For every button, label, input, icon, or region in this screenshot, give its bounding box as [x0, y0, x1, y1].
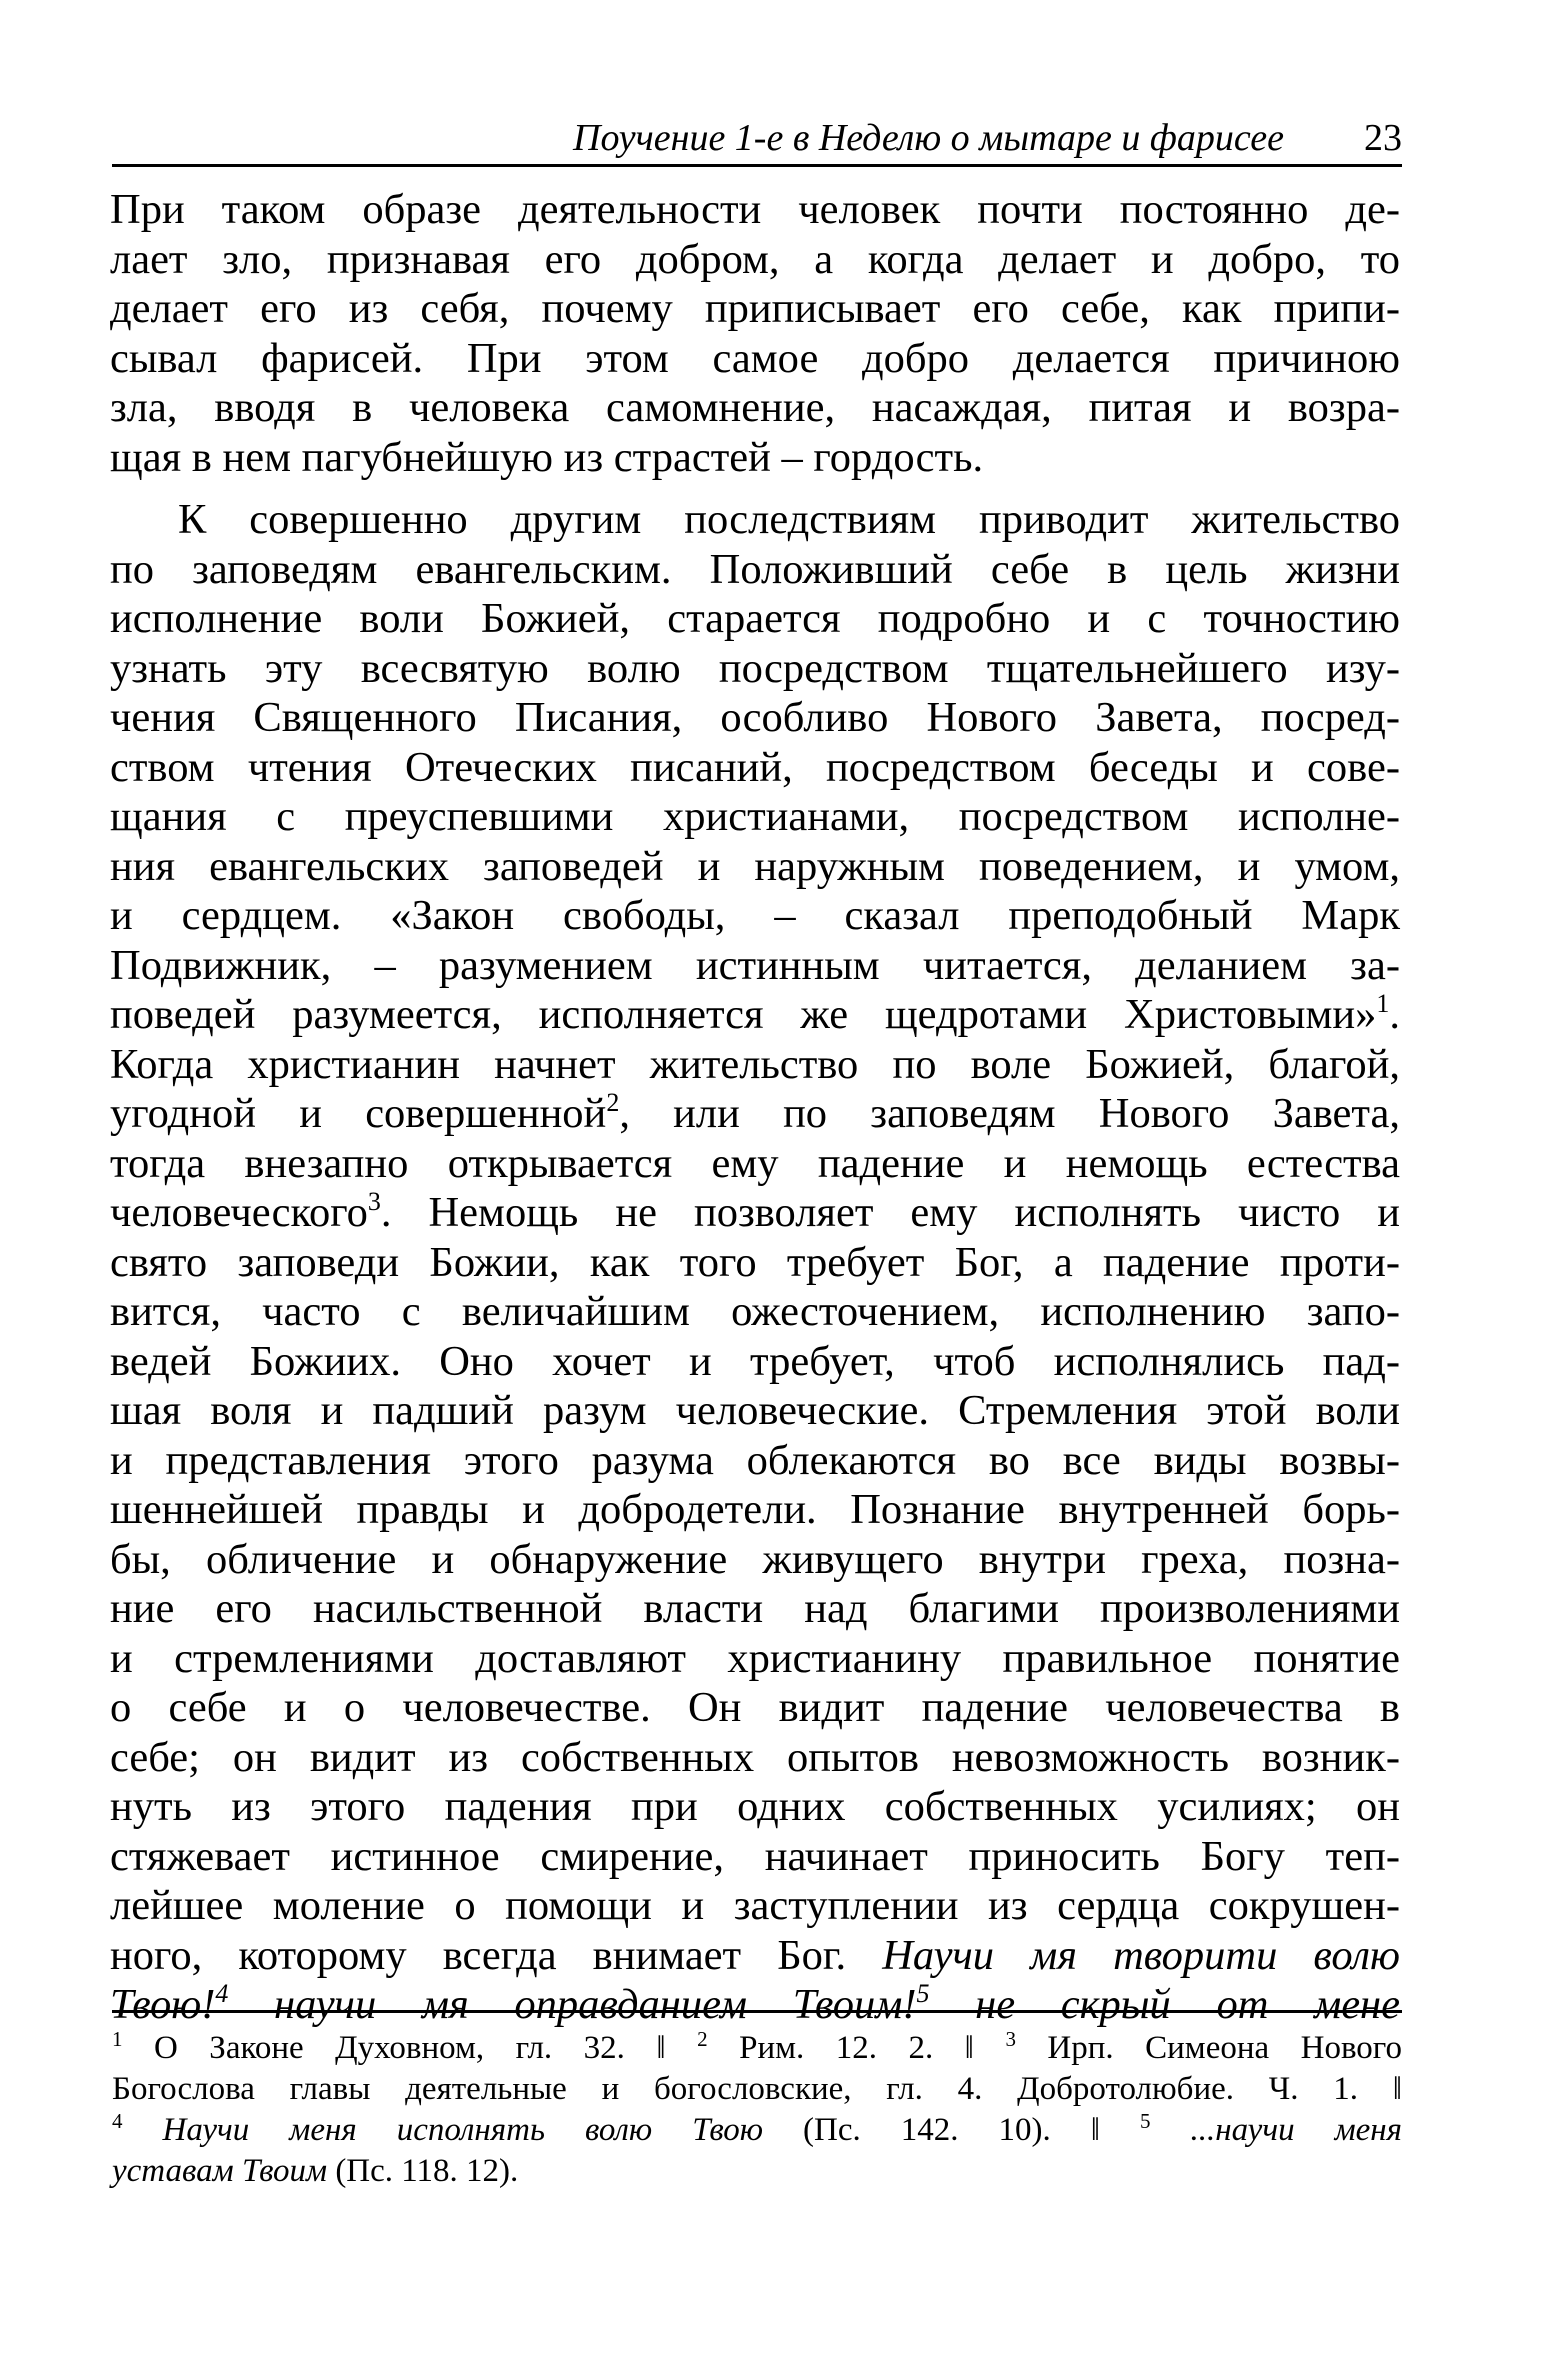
- text-line: делает его из себя, почему приписывает его себе, как припи-: [110, 285, 1400, 332]
- scripture-quote: Научи мя творити волю: [882, 1931, 1401, 1979]
- text-line: вится, часто с величайшим ожесточением, исполнению запо-: [110, 1288, 1400, 1335]
- text-line: ние его насильственной власти над благими произволениями: [110, 1585, 1400, 1632]
- text-line: [110, 1980, 1400, 2030]
- paragraph-gap: [110, 482, 1400, 495]
- footnote-divider: [112, 2010, 1402, 2013]
- scripture-quote: не скрый от мене: [975, 1981, 1400, 2028]
- text-line: нуть из этого падения при одних собственных усилиях; он: [110, 1783, 1400, 1830]
- text-line: и представления этого разума облекаются во все виды возвы-: [110, 1436, 1400, 1484]
- text-line: Когда христианин начнет жительство по воле Божией, благой,: [110, 1040, 1400, 1088]
- text-line: стяжевает истинное смирение, начинает приносить Богу теп-: [110, 1832, 1400, 1880]
- footnote-mark: 4: [215, 1979, 229, 2008]
- text-line: шеннейшей правды и добродетели. Познание внутренней борь-: [110, 1486, 1400, 1533]
- footnote-number: 4: [112, 2109, 123, 2133]
- footnote-text: (Пс. 118. 12).: [335, 2153, 519, 2189]
- text-line: При таком образе деятельности человек почти постоянно де-: [110, 186, 1400, 233]
- footnote-mark: 3: [367, 1187, 381, 1216]
- text-line: щания с преуспевшими христианами, посредством исполне-: [110, 793, 1400, 840]
- footnote-text: Ирп. Симеона Нового: [1047, 2030, 1403, 2066]
- footnote-quote: уставам Твоим: [112, 2153, 328, 2189]
- footnote-mark: 5: [916, 1979, 930, 2008]
- text-line: исполнение воли Божией, старается подробно и с точностию: [110, 595, 1400, 642]
- text-fragment: . Немощь не позволяет ему исполнять чисто и: [380, 1189, 1400, 1236]
- page-number: 23: [1364, 117, 1402, 159]
- footnote-text: (Пс. 142. 10). ‖: [803, 2112, 1100, 2148]
- text-line: ством чтения Отеческих писаний, посредством беседы и сове-: [110, 743, 1400, 791]
- text-line: [110, 1188, 1400, 1238]
- main-text: [110, 185, 1400, 2030]
- text-fragment: ного, которому всегда внимает Бог.: [110, 1931, 847, 1979]
- footnote-number: 5: [1140, 2109, 1151, 2133]
- scripture-quote: научи мя оправданием Твоим!: [274, 1981, 917, 2028]
- text-line: узнать эту всесвятую волю посредством тщательнейшего изу-: [110, 644, 1400, 692]
- text-fragment: угодной и совершенной: [110, 1090, 607, 1137]
- footnote-number: 2: [697, 2027, 708, 2051]
- footnote-line: [112, 2110, 1402, 2151]
- text-line: лает зло, признавая его добром, а когда делает и добро, то: [110, 235, 1400, 283]
- text-line: зла, вводя в человека самомнение, насаждая, питая и возра-: [110, 384, 1400, 431]
- text-line: Подвижник, – разумением истинным читается, деланием за-: [110, 941, 1400, 989]
- footnote-number: 3: [1005, 2027, 1016, 2051]
- text-line: тогда внезапно открывается ему падение и немощь естества: [110, 1139, 1400, 1187]
- running-title: Поучение 1-е в Неделю о мытаре и фарисее: [573, 117, 1284, 159]
- scripture-quote: Твою!: [110, 1981, 216, 2028]
- footnote-text: Рим. 12. 2. ‖: [739, 2030, 974, 2066]
- text-line: [110, 990, 1400, 1040]
- text-line: щая в нем пагубнейшую из страстей – гордость.: [110, 433, 984, 481]
- text-line: свято заповеди Божии, как того требует Бог, а падение проти-: [110, 1238, 1400, 1286]
- text-line: о себе и о человечестве. Он видит падение человечества в: [110, 1684, 1400, 1731]
- text-line: чения Священного Писания, особливо Нового Завета, посред-: [110, 694, 1400, 741]
- text-line: сывал фарисей. При этом самое добро делается причиною: [110, 334, 1400, 382]
- footnote-number: 1: [112, 2027, 123, 2051]
- text-fragment: человеческого: [110, 1189, 368, 1236]
- text-line: и стремлениями доставляют христианину правильное понятие: [110, 1634, 1400, 1682]
- footnote-line: [112, 2028, 1402, 2069]
- text-line: [110, 1931, 1400, 1981]
- text-fragment: , или по заповедям Нового Завета,: [619, 1090, 1400, 1137]
- running-header: [112, 108, 1402, 167]
- text-fragment: поведей разумеется, исполняется же щедротами Христовыми»: [110, 991, 1377, 1038]
- text-line: шая воля и падший разум человеческие. Стремления этой воли: [110, 1387, 1400, 1434]
- footnote-quote: ...научи меня: [1190, 2112, 1402, 2148]
- text-line: себе; он видит из собственных опытов невозможность возник-: [110, 1733, 1400, 1781]
- text-fragment: .: [1389, 991, 1400, 1038]
- text-line: [110, 1089, 1400, 1139]
- footnotes: [112, 2028, 1402, 2192]
- text-line: по заповедям евангельским. Положивший себе в цель жизни: [110, 545, 1400, 593]
- text-line: ния евангельских заповедей и наружным поведением, и умом,: [110, 842, 1400, 890]
- text-line: К совершенно другим последствиям приводит жительство: [178, 496, 1400, 543]
- text-line: лейшее моление о помощи и заступлении из сердца сокрушен-: [110, 1882, 1400, 1929]
- footnote-line: Богослова главы деятельные и богословские, гл. 4. Добротолюбие. Ч. 1. ‖: [112, 2071, 1402, 2107]
- footnote-line: [112, 2151, 1402, 2192]
- footnote-text: О Законе Духовном, гл. 32. ‖: [153, 2030, 666, 2066]
- footnote-mark: 1: [1376, 989, 1390, 1018]
- footnote-quote: Научи меня исполнять волю Твою: [162, 2112, 764, 2148]
- footnote-mark: 2: [606, 1088, 620, 1117]
- text-line: бы, обличение и обнаружение живущего внутри греха, позна-: [110, 1535, 1400, 1583]
- text-line: ведей Божиих. Оно хочет и требует, чтоб исполнялись пад-: [110, 1337, 1400, 1385]
- text-line: и сердцем. «Закон свободы, – сказал преподобный Марк: [110, 892, 1400, 939]
